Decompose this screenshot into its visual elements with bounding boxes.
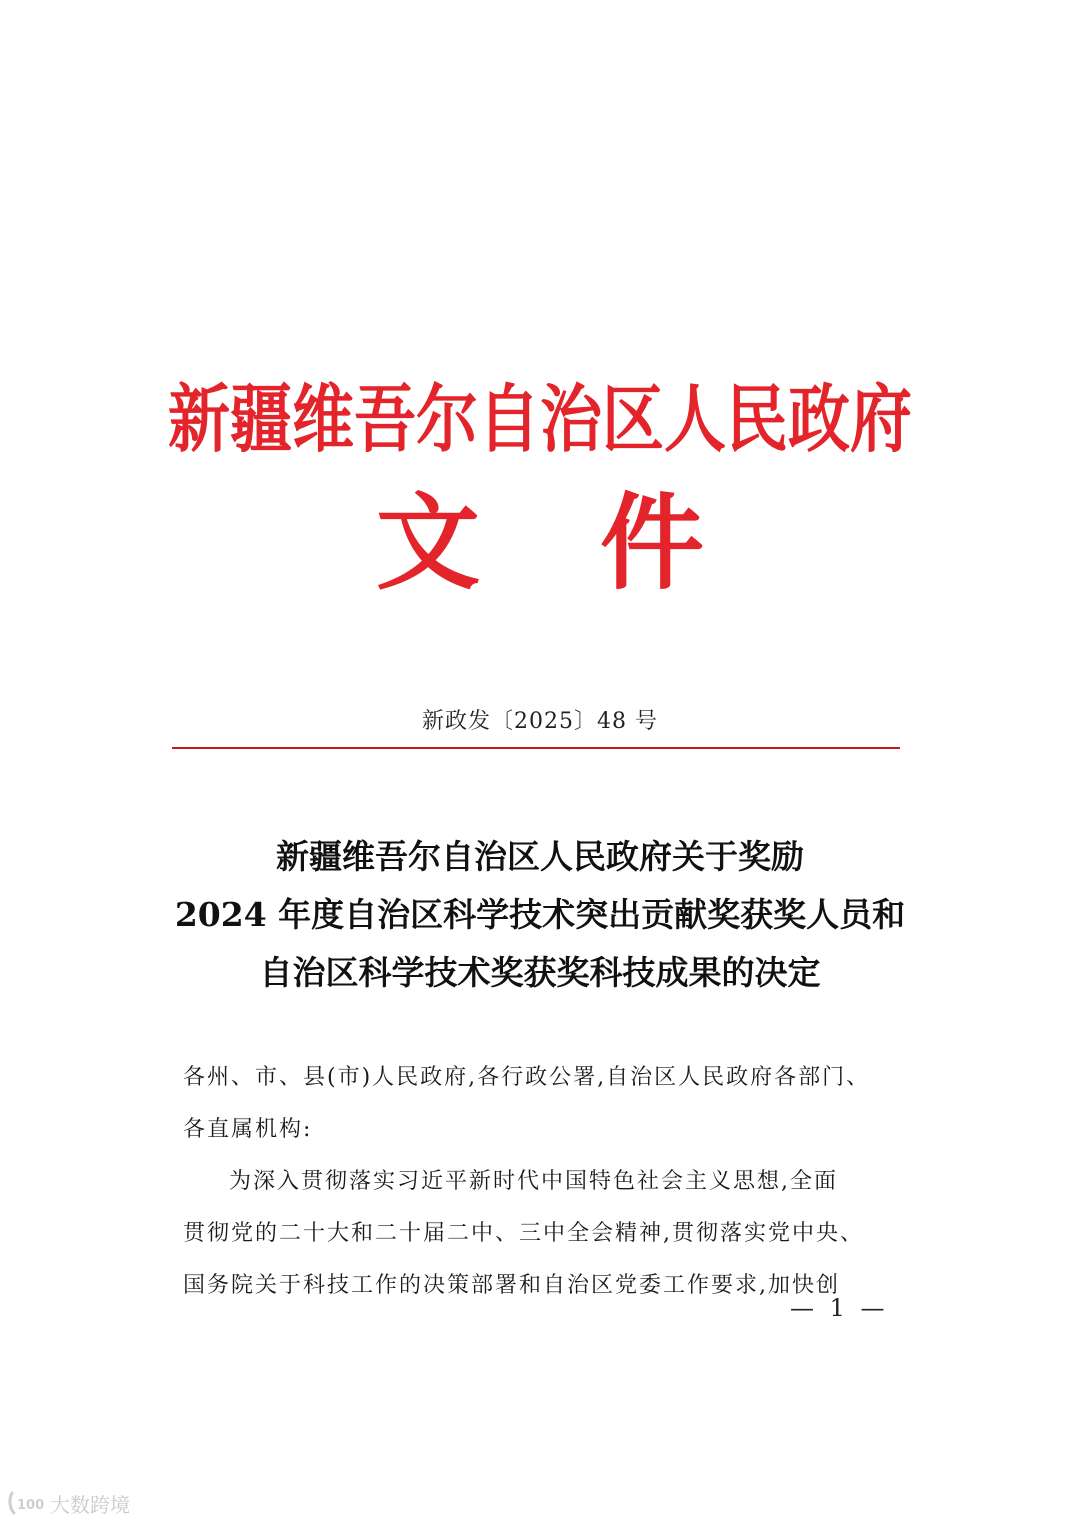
issuer-header: 新疆维吾尔自治区人民政府 <box>167 376 912 463</box>
document-body <box>183 1052 903 1312</box>
title-line-3: 自治区科学技术奖获奖科技成果的决定 <box>259 953 821 992</box>
title-line-1: 新疆维吾尔自治区人民政府关于奖励 <box>276 837 804 876</box>
addressee-line-1: 各州、市、县(市)人民政府,各行政公署,自治区人民政府各部门、 <box>183 1065 871 1090</box>
document-number: 新政发〔2025〕48 号 <box>422 709 658 734</box>
title-line-2: 2024 年度自治区科学技术突出贡献奖获奖人员和 <box>174 895 906 934</box>
watermark <box>8 1488 130 1518</box>
doc-type-char-wen: 文 <box>375 481 480 604</box>
paragraph-line-3: 国务院关于科技工作的决策部署和自治区党委工作要求,加快创 <box>183 1273 840 1298</box>
document-title <box>0 828 1080 1002</box>
document-type-header <box>0 481 1080 604</box>
paragraph-line-2: 贯彻党的二十大和二十届二中、三中全会精神,贯彻落实党中央、 <box>183 1221 864 1246</box>
watermark-text: 大数跨境 <box>50 1492 130 1517</box>
page-number: — 1 — <box>790 1294 889 1322</box>
watermark-logo-icon <box>8 1490 44 1516</box>
addressee-line-2: 各直属机构: <box>183 1117 313 1142</box>
watermark-logo-text: 100 <box>17 1498 44 1513</box>
doc-type-char-jian: 件 <box>600 481 705 604</box>
paragraph-line-1: 为深入贯彻落实习近平新时代中国特色社会主义思想,全面 <box>229 1169 838 1194</box>
red-separator-line <box>172 747 900 749</box>
